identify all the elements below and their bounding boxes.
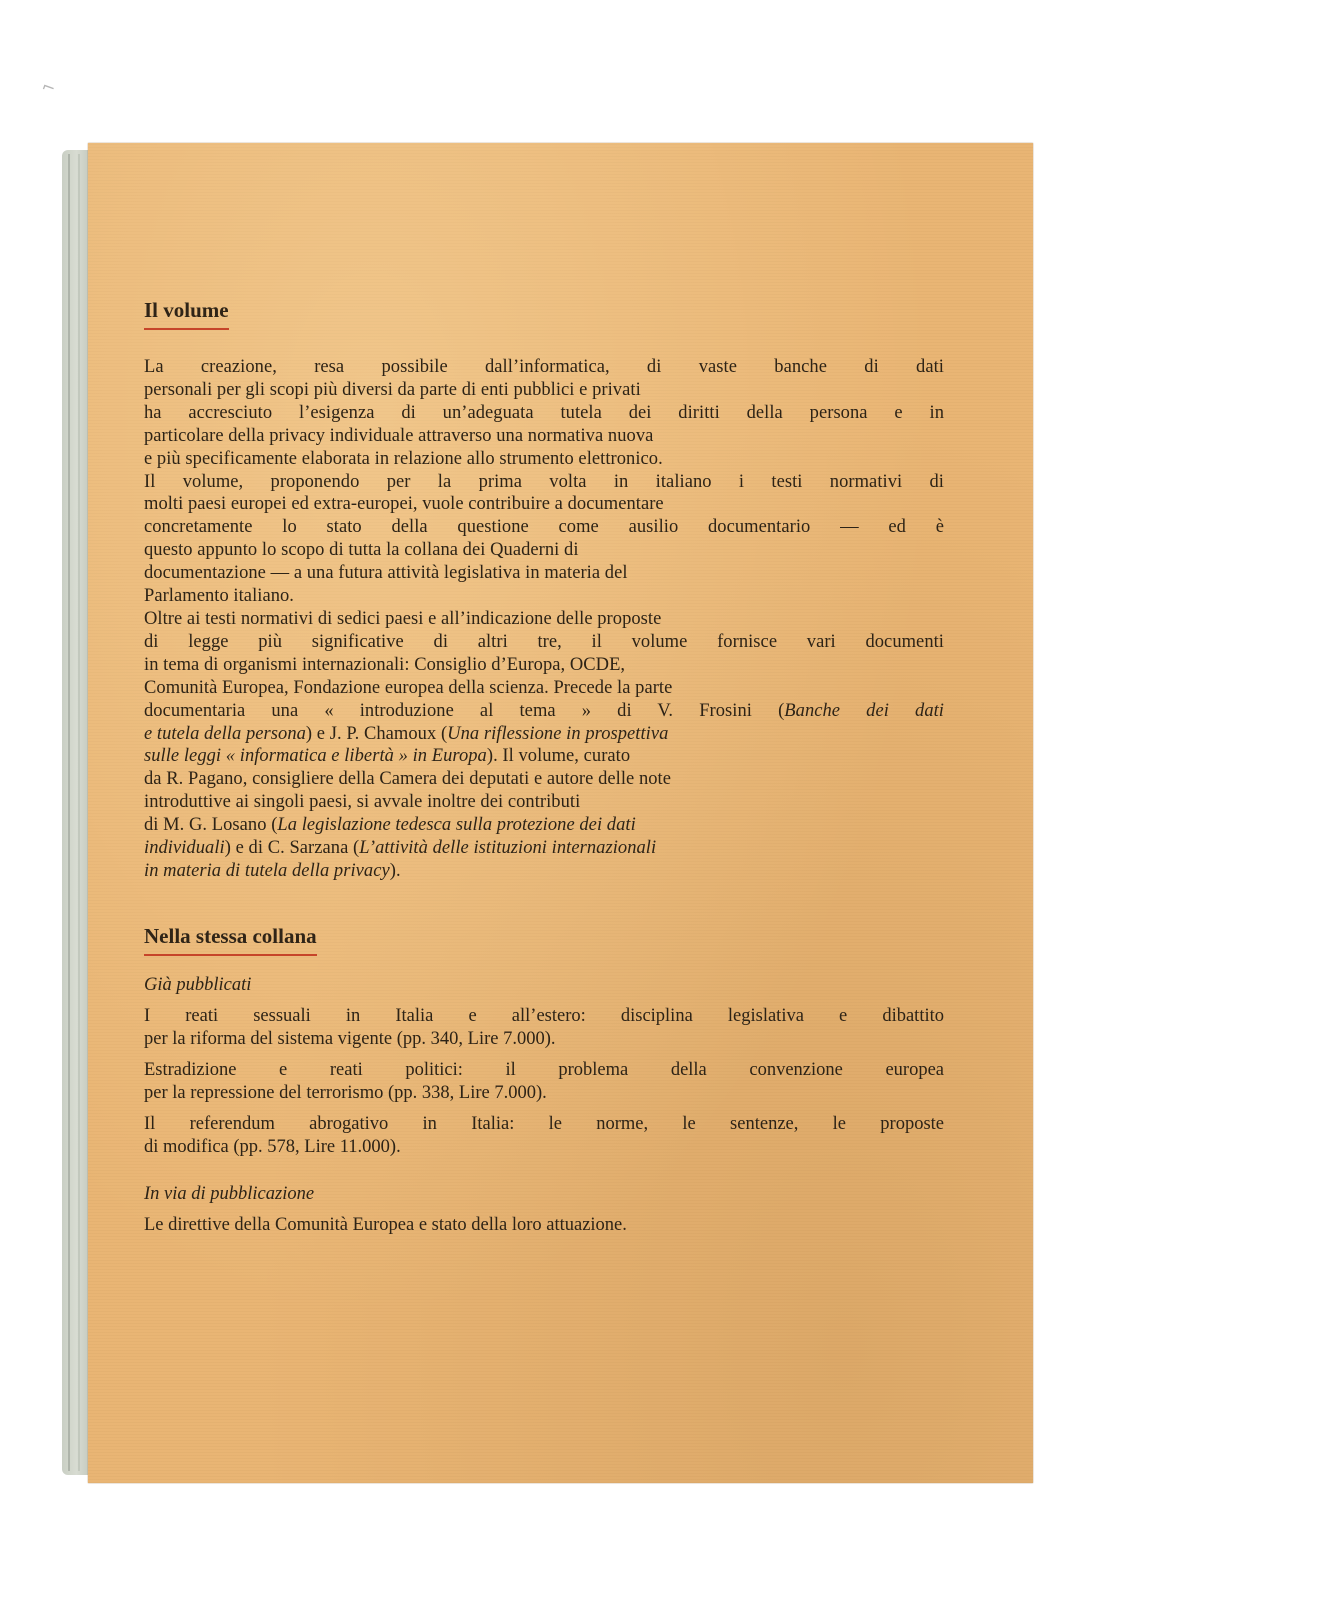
text-run: Parlamento italiano. — [144, 586, 294, 607]
italic-title-text: sulle leggi « informatica e libertà » in Europa — [144, 746, 487, 767]
text-run: particolare della privacy individuale attraverso una normativa nuova — [144, 425, 654, 446]
volume-text-line — [144, 379, 944, 402]
text-run: di M. G. Losano ( — [144, 815, 278, 836]
section-title-collana: Nella stessa collana — [144, 923, 317, 956]
text-run: concretamente lo stato della questione come ausilio documentario — ed è — [144, 517, 944, 538]
volume-text-line — [144, 402, 944, 425]
volume-text-line — [144, 768, 944, 791]
text-run: Il volume, proponendo per la prima volta in italiano i testi normativi di — [144, 471, 944, 492]
publication-entry — [144, 1005, 944, 1051]
text-run: documentazione — a una futura attività legislativa in materia del — [144, 563, 628, 584]
publication-entry — [144, 1214, 944, 1237]
volume-text-line — [144, 493, 944, 516]
italic-title-text: individuali — [144, 838, 225, 859]
publication-entry-line: Estradizione e reati politici: il problema della convenzione europea — [144, 1059, 944, 1080]
text-run: ha accresciuto l’esigenza di un’adeguata tutela dei diritti della persona e in — [144, 402, 944, 423]
volume-text-line — [144, 539, 944, 562]
text-run: ). — [389, 860, 401, 881]
text-run: introduttive ai singoli paesi, si avvale inoltre dei contributi — [144, 792, 581, 813]
publication-entry-line: di modifica (pp. 578, Lire 11.000). — [144, 1136, 401, 1157]
italic-title-text: Una riflessione in prospettiva — [447, 723, 669, 744]
italic-title-text: L’attività delle istituzioni internazionali — [359, 838, 657, 859]
text-run: questo appunto lo scopo di tutta la collana dei Quaderni di — [144, 540, 579, 561]
published-heading: Già pubblicati — [144, 974, 252, 995]
text-run: documentaria una « introduzione al tema » di V. Frosini ( — [144, 700, 785, 721]
text-run: in tema di organismi internazionali: Consiglio d’Europa, OCDE, — [144, 654, 626, 675]
publication-entry-line: I reati sessuali in Italia e all’estero: disciplina legislativa e dibattito — [144, 1005, 944, 1026]
forthcoming-list — [144, 1214, 944, 1237]
publication-entry-line: per la riforma del sistema vigente (pp. 340, Lire 7.000). — [144, 1028, 556, 1049]
volume-text-line — [144, 448, 944, 471]
italic-title-text: e tutela della persona — [144, 723, 306, 744]
text-run: ). Il volume, curato — [486, 746, 631, 767]
volume-text-line — [144, 814, 944, 837]
volume-text-line — [144, 791, 944, 814]
volume-text-line — [144, 860, 944, 883]
volume-text-line — [144, 585, 944, 608]
italic-title-text: in materia di tutela della privacy — [144, 860, 390, 881]
publication-entry-line: per la repressione del terrorismo (pp. 338, Lire 7.000). — [144, 1082, 547, 1103]
text-run: Comunità Europea, Fondazione europea della scienza. Precede la parte — [144, 677, 673, 698]
italic-title-text: La legislazione tedesca sulla protezione dei dati — [277, 815, 636, 836]
volume-text-line — [144, 745, 944, 768]
publication-entry — [144, 1059, 944, 1105]
scan-mark: ⌐ — [39, 76, 59, 99]
volume-text-line — [144, 723, 944, 746]
text-run: ) e J. P. Chamoux ( — [305, 723, 448, 744]
publication-entry — [144, 1113, 944, 1159]
volume-text-line — [144, 562, 944, 585]
volume-text-line — [144, 631, 944, 654]
text-run: Oltre ai testi normativi di sedici paesi e all’indicazione delle proposte — [144, 608, 662, 629]
volume-text-line — [144, 516, 944, 539]
publication-entry-line: Le direttive della Comunità Europea e stato della loro attuazione. — [144, 1214, 627, 1235]
text-run: La creazione, resa possibile dall’informatica, di vaste banche di dati — [144, 357, 944, 377]
published-list — [144, 1005, 944, 1159]
text-run: da R. Pagano, consigliere della Camera dei deputati e autore delle note — [144, 769, 672, 790]
section-title-volume: Il volume — [144, 297, 229, 330]
volume-text-line — [144, 356, 944, 379]
text-run: ) e di C. Sarzana ( — [224, 838, 360, 859]
cover-content — [144, 160, 944, 1237]
italic-title-text: Banche dei dati — [784, 700, 944, 721]
text-run: molti paesi europei ed extra-europei, vuole contribuire a documentare — [144, 494, 664, 515]
volume-description — [144, 356, 944, 883]
volume-text-line — [144, 654, 944, 677]
volume-text-line — [144, 608, 944, 631]
forthcoming-heading: In via di pubblicazione — [144, 1183, 315, 1204]
volume-text-line — [144, 837, 944, 860]
volume-text-line — [144, 471, 944, 494]
text-run: e più specificamente elaborata in relazione allo strumento elettronico. — [144, 448, 663, 469]
text-run: personali per gli scopi più diversi da parte di enti pubblici e privati — [144, 379, 641, 400]
volume-text-line — [144, 700, 944, 723]
volume-text-line — [144, 425, 944, 448]
volume-text-line — [144, 677, 944, 700]
publication-entry-line: Il referendum abrogativo in Italia: le norme, le sentenze, le proposte — [144, 1113, 944, 1134]
text-run: di legge più significative di altri tre, il volume fornisce vari documenti — [144, 631, 944, 652]
